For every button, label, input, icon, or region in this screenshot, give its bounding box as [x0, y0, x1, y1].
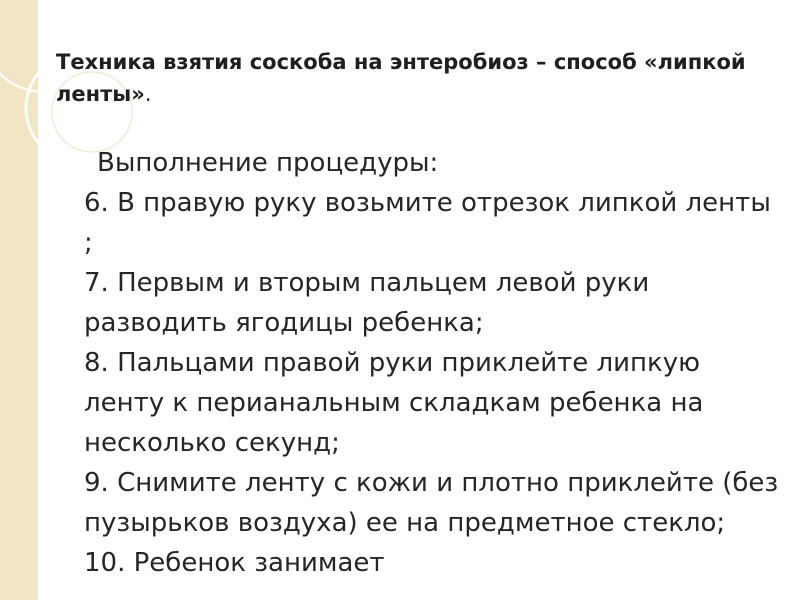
- slide-title: [56, 46, 756, 110]
- procedure-step-6: 6. В правую руку возьмите отрезок липкой ленты ;: [84, 188, 771, 258]
- procedure-step-10: 10. Ребенок занимает: [84, 548, 385, 578]
- procedure-content: [84, 143, 784, 583]
- procedure-step-9: 9. Снимите ленту с кожи и плотно приклейте (без пузырьков воздуха) ее на предметное стекло;: [84, 468, 779, 538]
- procedure-heading: Выполнение процедуры:: [97, 148, 439, 178]
- slide-title-period: .: [144, 82, 152, 106]
- procedure-step-8: 8. Пальцами правой руки приклейте липкую ленту к перианальным складкам ребенка на несколько секунд;: [84, 348, 704, 458]
- procedure-step-7: 7. Первым и вторым пальцем левой руки разводить ягодицы ребенка;: [84, 268, 650, 338]
- slide-title-text: Техника взятия соскоба на энтеробиоз – способ «липкой ленты»: [56, 50, 746, 106]
